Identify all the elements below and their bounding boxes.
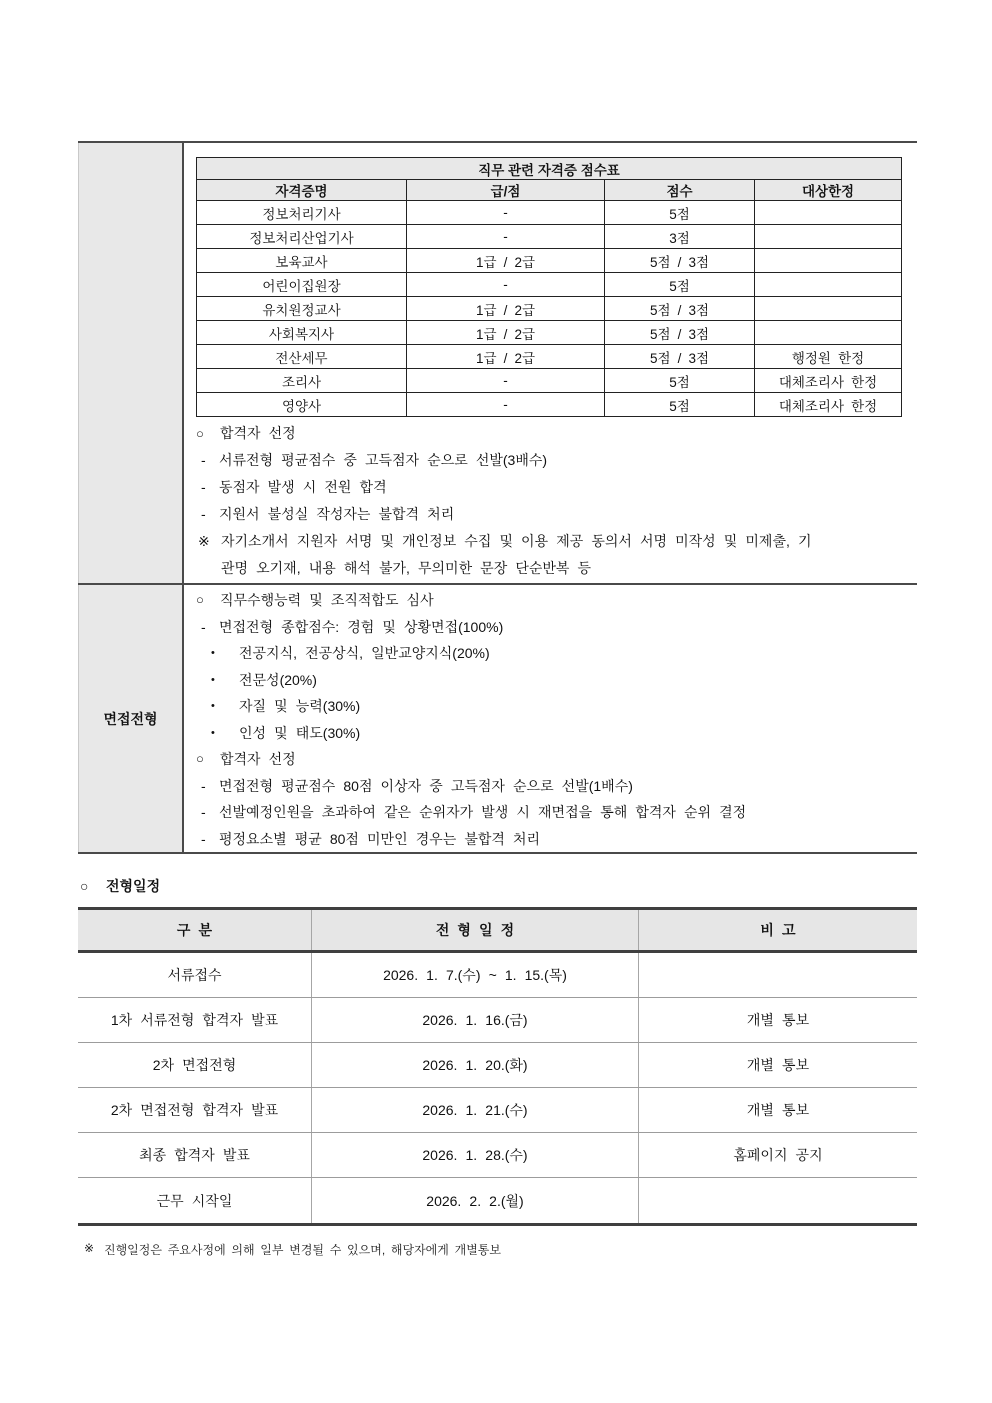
- list-item: [184, 555, 917, 582]
- schedule-row: [78, 953, 917, 998]
- bullet-marker-icon: •: [211, 700, 215, 712]
- schedule-cell: 개별 통보: [746, 1057, 810, 1073]
- schedule-cell: 근무 시작일: [156, 1192, 233, 1209]
- footnote-text: 진행일정은 주요사정에 의해 일부 변경될 수 있으며, 해당자에게 개별통보: [104, 1243, 501, 1257]
- document-screening-content: [184, 143, 917, 583]
- cert-cell: [755, 225, 902, 249]
- cert-cell: [755, 249, 902, 273]
- schedule-row: [78, 1043, 917, 1088]
- list-item: [184, 501, 917, 528]
- cert-cell: 1급 / 2급: [407, 345, 605, 369]
- cert-cell: -: [407, 201, 605, 225]
- cert-col-header: 급/점: [407, 180, 605, 201]
- cert-cell: 행정원 한정: [755, 345, 902, 369]
- cert-cell: 사회복지사: [197, 321, 407, 345]
- cert-cell: 5점 / 3점: [605, 297, 755, 321]
- circle-marker-icon: ○: [196, 426, 204, 441]
- cert-cell: 대체조리사 한정: [755, 393, 902, 417]
- cert-cell: 보육교사: [197, 249, 407, 273]
- list-text: 합격자 선정: [220, 425, 296, 441]
- cert-cell: -: [407, 369, 605, 393]
- list-text: 동점자 발생 시 전원 합격: [219, 479, 387, 495]
- circle-marker-icon: ○: [80, 878, 89, 894]
- list-text: 평정요소별 평균 80점 미만인 경우는 불합격 처리: [219, 830, 541, 847]
- cert-col-header: 점수: [605, 180, 755, 201]
- circle-marker-icon: ○: [196, 592, 204, 607]
- list-item: [184, 587, 917, 614]
- cert-cell: [755, 201, 902, 225]
- cert-table-header-row: [197, 180, 902, 201]
- list-item: [184, 640, 917, 667]
- list-item: [184, 720, 917, 747]
- document-screening-row: [78, 143, 917, 585]
- section-title: 전형일정: [106, 878, 161, 894]
- cert-col-header: 대상한정: [755, 180, 902, 201]
- circle-marker-icon: ○: [196, 751, 204, 766]
- reference-marker-icon: ※: [84, 1241, 95, 1255]
- cert-cell: 대체조리사 한정: [755, 369, 902, 393]
- stage-label: 면접전형: [103, 710, 158, 727]
- cert-cell: 1급 / 2급: [407, 249, 605, 273]
- cert-cell: 어린이집원장: [197, 273, 407, 297]
- schedule-cell: 2026. 1. 21.(수): [311, 1088, 639, 1132]
- list-text: 합격자 선정: [220, 751, 296, 767]
- list-item: [184, 799, 917, 826]
- schedule-cell: 홈페이지 공지: [733, 1147, 823, 1163]
- list-item: [184, 773, 917, 800]
- cert-cell: -: [407, 273, 605, 297]
- list-text: 전공지식, 전공상식, 일반교양지식(20%): [239, 645, 490, 661]
- list-item: [184, 528, 917, 555]
- cert-cell: 정보처리기사: [197, 201, 407, 225]
- list-item: [184, 420, 917, 447]
- schedule-cell: 2026. 1. 16.(금): [311, 998, 639, 1042]
- schedule-cell: 2026. 1. 7.(수) ~ 1. 15.(목): [311, 953, 639, 997]
- cert-cell: 유치원정교사: [197, 297, 407, 321]
- cert-cell: [755, 273, 902, 297]
- certificate-score-table: [196, 157, 902, 417]
- cert-cell: 1급 / 2급: [407, 321, 605, 345]
- cert-cell: 5점: [605, 273, 755, 297]
- dash-marker-icon: -: [201, 479, 206, 495]
- cert-col-header: 자격증명: [197, 180, 407, 201]
- interview-screening-content: [184, 585, 917, 852]
- cert-cell: 전산세무: [197, 345, 407, 369]
- cert-row: [197, 297, 902, 321]
- schedule-cell: 2026. 1. 28.(수): [311, 1133, 639, 1177]
- cert-cell: 영양사: [197, 393, 407, 417]
- stage-label-cell: [78, 585, 184, 852]
- cert-cell: 5점: [605, 201, 755, 225]
- list-text: 면접전형 종합점수: 경험 및 상황면접(100%): [219, 618, 504, 635]
- reference-marker-icon: ※: [198, 533, 210, 549]
- schedule-footnote: [78, 1241, 917, 1258]
- schedule-table: [78, 907, 917, 1226]
- schedule-cell: 2차 면접전형: [152, 1057, 237, 1073]
- cert-row: [197, 321, 902, 345]
- list-text: 전문성(20%): [239, 671, 317, 688]
- cert-cell: [755, 321, 902, 345]
- schedule-col-header: 전 형 일 정: [311, 910, 639, 950]
- cert-row: [197, 393, 902, 417]
- bullet-marker-icon: •: [211, 673, 215, 686]
- list-item: [184, 826, 917, 853]
- cert-cell: 5점 / 3점: [605, 249, 755, 273]
- dash-marker-icon: -: [201, 452, 206, 468]
- list-item: [184, 667, 917, 694]
- schedule-col-header: 구 분: [176, 922, 213, 938]
- list-item: [184, 693, 917, 720]
- list-text: 지원서 불성실 작성자는 불합격 처리: [219, 506, 455, 522]
- interview-screening-row: [78, 585, 917, 852]
- schedule-cell: 2026. 2. 2.(월): [311, 1178, 639, 1223]
- cert-cell: 5점: [605, 393, 755, 417]
- schedule-cell: 서류접수: [167, 967, 222, 983]
- list-text: 직무수행능력 및 조직적합도 심사: [220, 592, 434, 608]
- cert-row: [197, 249, 902, 273]
- cert-cell: 5점 / 3점: [605, 321, 755, 345]
- cert-cell: [755, 297, 902, 321]
- schedule-cell: 2차 면접전형 합격자 발표: [110, 1102, 279, 1118]
- schedule-row: [78, 998, 917, 1043]
- schedule-row: [78, 1133, 917, 1178]
- cert-table-title-row: [197, 158, 902, 180]
- list-item: [184, 474, 917, 501]
- dash-marker-icon: -: [201, 506, 206, 522]
- list-text: 인성 및 태도(30%): [239, 724, 361, 741]
- schedule-cell: [639, 1178, 917, 1223]
- list-item: [184, 447, 917, 474]
- selection-criteria-table: [78, 141, 917, 854]
- schedule-row: [78, 1088, 917, 1133]
- schedule-cell: 개별 통보: [746, 1102, 810, 1118]
- cert-cell: 3점: [605, 225, 755, 249]
- cert-cell: 정보처리산업기사: [197, 225, 407, 249]
- bullet-marker-icon: •: [211, 726, 215, 739]
- bullet-marker-icon: •: [211, 647, 215, 659]
- cert-row: [197, 369, 902, 393]
- list-text: 선발예정인원을 초과하여 같은 순위자가 발생 시 재면접을 통해 합격자 순위 결정: [219, 804, 747, 820]
- list-text: 자질 및 능력(30%): [239, 698, 361, 714]
- schedule-cell: 최종 합격자 발표: [139, 1147, 250, 1163]
- cert-row: [197, 225, 902, 249]
- list-text: 자기소개서 지원자 서명 및 개인정보 수집 및 이용 제공 동의서 서명 미작성 및 미제출, 기: [221, 533, 812, 549]
- cert-cell: 5점 / 3점: [605, 345, 755, 369]
- list-text: 관명 오기재, 내용 해석 불가, 무의미한 문장 단순반복 등: [221, 560, 592, 576]
- schedule-cell: 개별 통보: [746, 1012, 810, 1028]
- cert-row: [197, 201, 902, 225]
- document-body: [78, 141, 917, 1258]
- cert-cell: 조리사: [197, 369, 407, 393]
- schedule-header-row: [78, 910, 917, 953]
- cert-cell: 5점: [605, 369, 755, 393]
- dash-marker-icon: -: [201, 618, 206, 635]
- cert-table-title: 직무 관련 자격증 점수표: [197, 158, 902, 180]
- list-item: [184, 746, 917, 773]
- stage-label-cell-empty: [78, 143, 184, 583]
- list-text: 면접전형 평균점수 80점 이상자 중 고득점자 순으로 선발(1배수): [219, 777, 633, 794]
- cert-row: [197, 345, 902, 369]
- list-text: 서류전형 평균점수 중 고득점자 순으로 선발(3배수): [219, 452, 548, 468]
- cert-cell: 1급 / 2급: [407, 297, 605, 321]
- cert-cell: -: [407, 393, 605, 417]
- document-screening-notes: [184, 420, 917, 582]
- dash-marker-icon: -: [201, 830, 206, 847]
- schedule-col-header: 비 고: [760, 922, 796, 938]
- schedule-cell: 2026. 1. 20.(화): [311, 1043, 639, 1087]
- schedule-cell: 1차 서류전형 합격자 발표: [110, 1012, 279, 1028]
- list-item: [184, 614, 917, 641]
- cert-row: [197, 273, 902, 297]
- schedule-row: [78, 1178, 917, 1223]
- dash-marker-icon: -: [201, 804, 206, 820]
- dash-marker-icon: -: [201, 777, 206, 794]
- schedule-cell: [639, 953, 917, 997]
- schedule-section-heading: [80, 874, 917, 898]
- cert-cell: -: [407, 225, 605, 249]
